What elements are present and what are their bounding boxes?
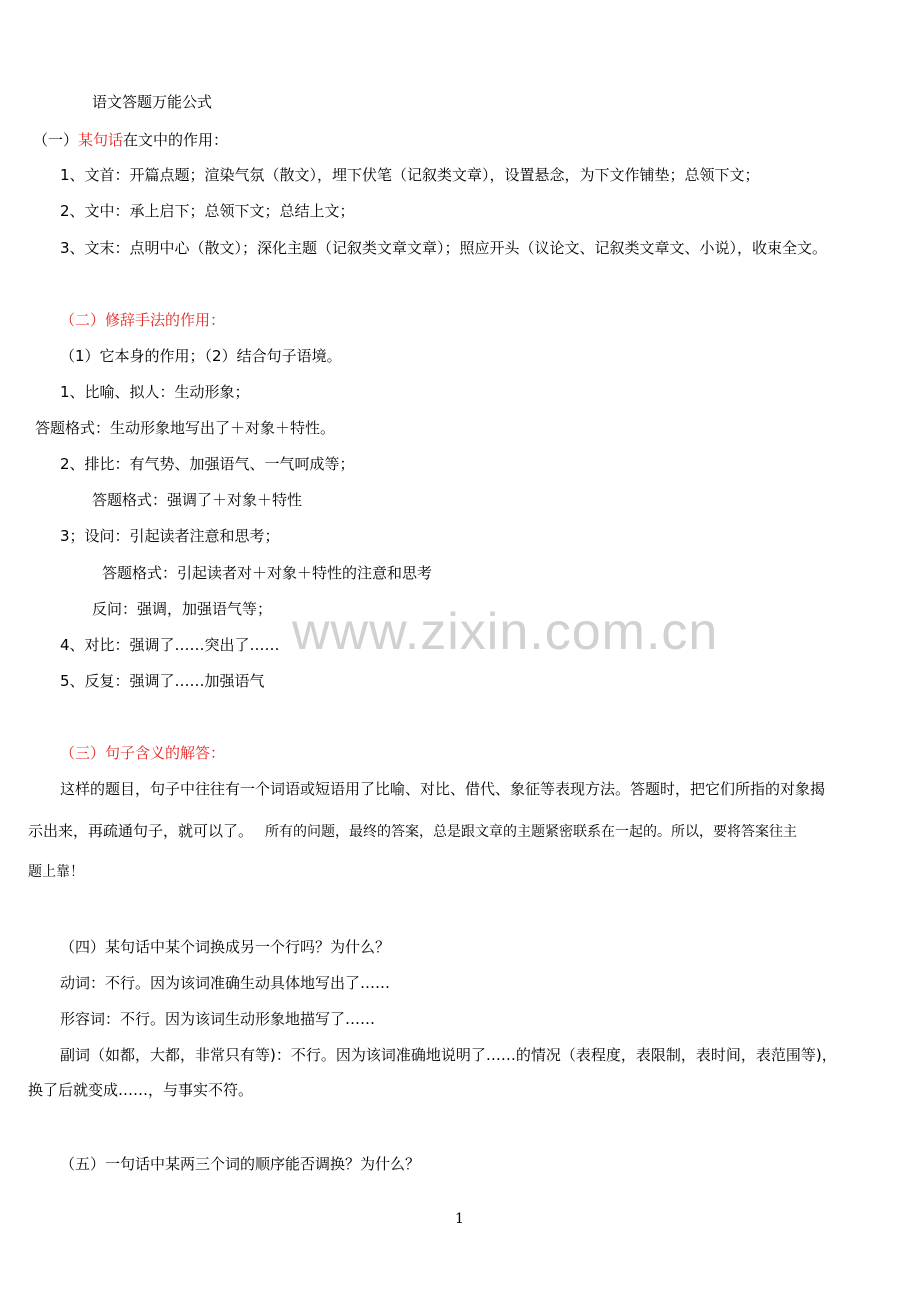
section-4-line-3: 副词（如都，大都，非常只有等)：不行。因为该词准确地说明了……的情况（表程度，表限制，表时间，表范围等)，	[60, 1046, 837, 1064]
section-3-paragraph-line-2	[28, 821, 797, 842]
section-2-line-5: 答题格式：强调了＋对象＋特性	[92, 491, 303, 509]
section-2-line-6: 3；设问：引起读者注意和思考；	[60, 527, 280, 545]
section-1-line-1: 1、文首：开篇点题；渲染气氛（散文），埋下伏笔（记叙类文章），设置悬念，为下文作铺垫；总领下文；	[60, 166, 760, 184]
section-3-paragraph-line-3: 题上靠！	[28, 864, 84, 880]
section-4-heading: （四）某句话中某个词换成另一个行吗？为什么？	[60, 938, 391, 956]
section-2-heading: （二）修辞手法的作用：	[60, 311, 226, 329]
section-2-line-2: 1、比喻、拟人：生动形象；	[60, 383, 250, 401]
section-3-paragraph-line-1: 这样的题目，句子中往往有一个词语或短语用了比喻、对比、借代、象征等表现方法。答题时，把它们所指的对象揭	[60, 780, 826, 798]
section-1-heading-rest: 在文中的作用：	[123, 131, 229, 149]
doc-title: 语文答题万能公式	[92, 93, 213, 111]
section-2-line-4: 2、排比：有气势、加强语气、一气呵成等；	[60, 455, 355, 473]
section-1-number: （一）	[33, 131, 79, 149]
section-2-line-3: 答题格式：生动形象地写出了＋对象＋特性。	[35, 419, 336, 437]
section-2-line-7: 答题格式：引起读者对＋对象＋特性的注意和思考	[102, 564, 433, 582]
section-1-highlight: 某句话	[78, 131, 124, 149]
section-3-heading: （三）句子含义的解答：	[60, 744, 226, 762]
section-5-heading: （五）一句话中某两三个词的顺序能否调换？为什么？	[60, 1155, 421, 1173]
watermark: www.zixin.com.cn	[292, 603, 719, 661]
section-4-line-2: 形容词：不行。因为该词生动形象地描写了……	[60, 1010, 376, 1028]
section-4-line-4: 换了后就变成……，与事实不符。	[28, 1081, 254, 1099]
section-3-paragraph-part-a: 示出来，再疏通句子，就可以了。	[28, 822, 254, 840]
section-2-line-10: 5、反复：强调了……加强语气	[60, 672, 265, 690]
section-2-line-1: （1）它本身的作用；（2）结合句子语境。	[60, 347, 342, 365]
page-number: 1	[455, 1211, 464, 1227]
section-1-heading	[33, 130, 228, 150]
section-3-paragraph-part-b: 所有的问题，最终的答案，总是跟文章的主题紧密联系在一起的。所以，要将答案往主	[265, 824, 798, 840]
section-4-line-1: 动词：不行。因为该词准确生动具体地写出了……	[60, 974, 391, 992]
section-2-line-8: 反问：强调，加强语气等；	[92, 600, 273, 618]
section-2-line-9: 4、对比：强调了……突出了……	[60, 636, 280, 654]
section-1-line-3: 3、文末：点明中心（散文）；深化主题（记叙类文章文章）；照应开头（议论文、记叙类文章文、小说），收束全文。	[60, 239, 828, 257]
section-1-line-2: 2、文中：承上启下；总领下文；总结上文；	[60, 202, 355, 220]
